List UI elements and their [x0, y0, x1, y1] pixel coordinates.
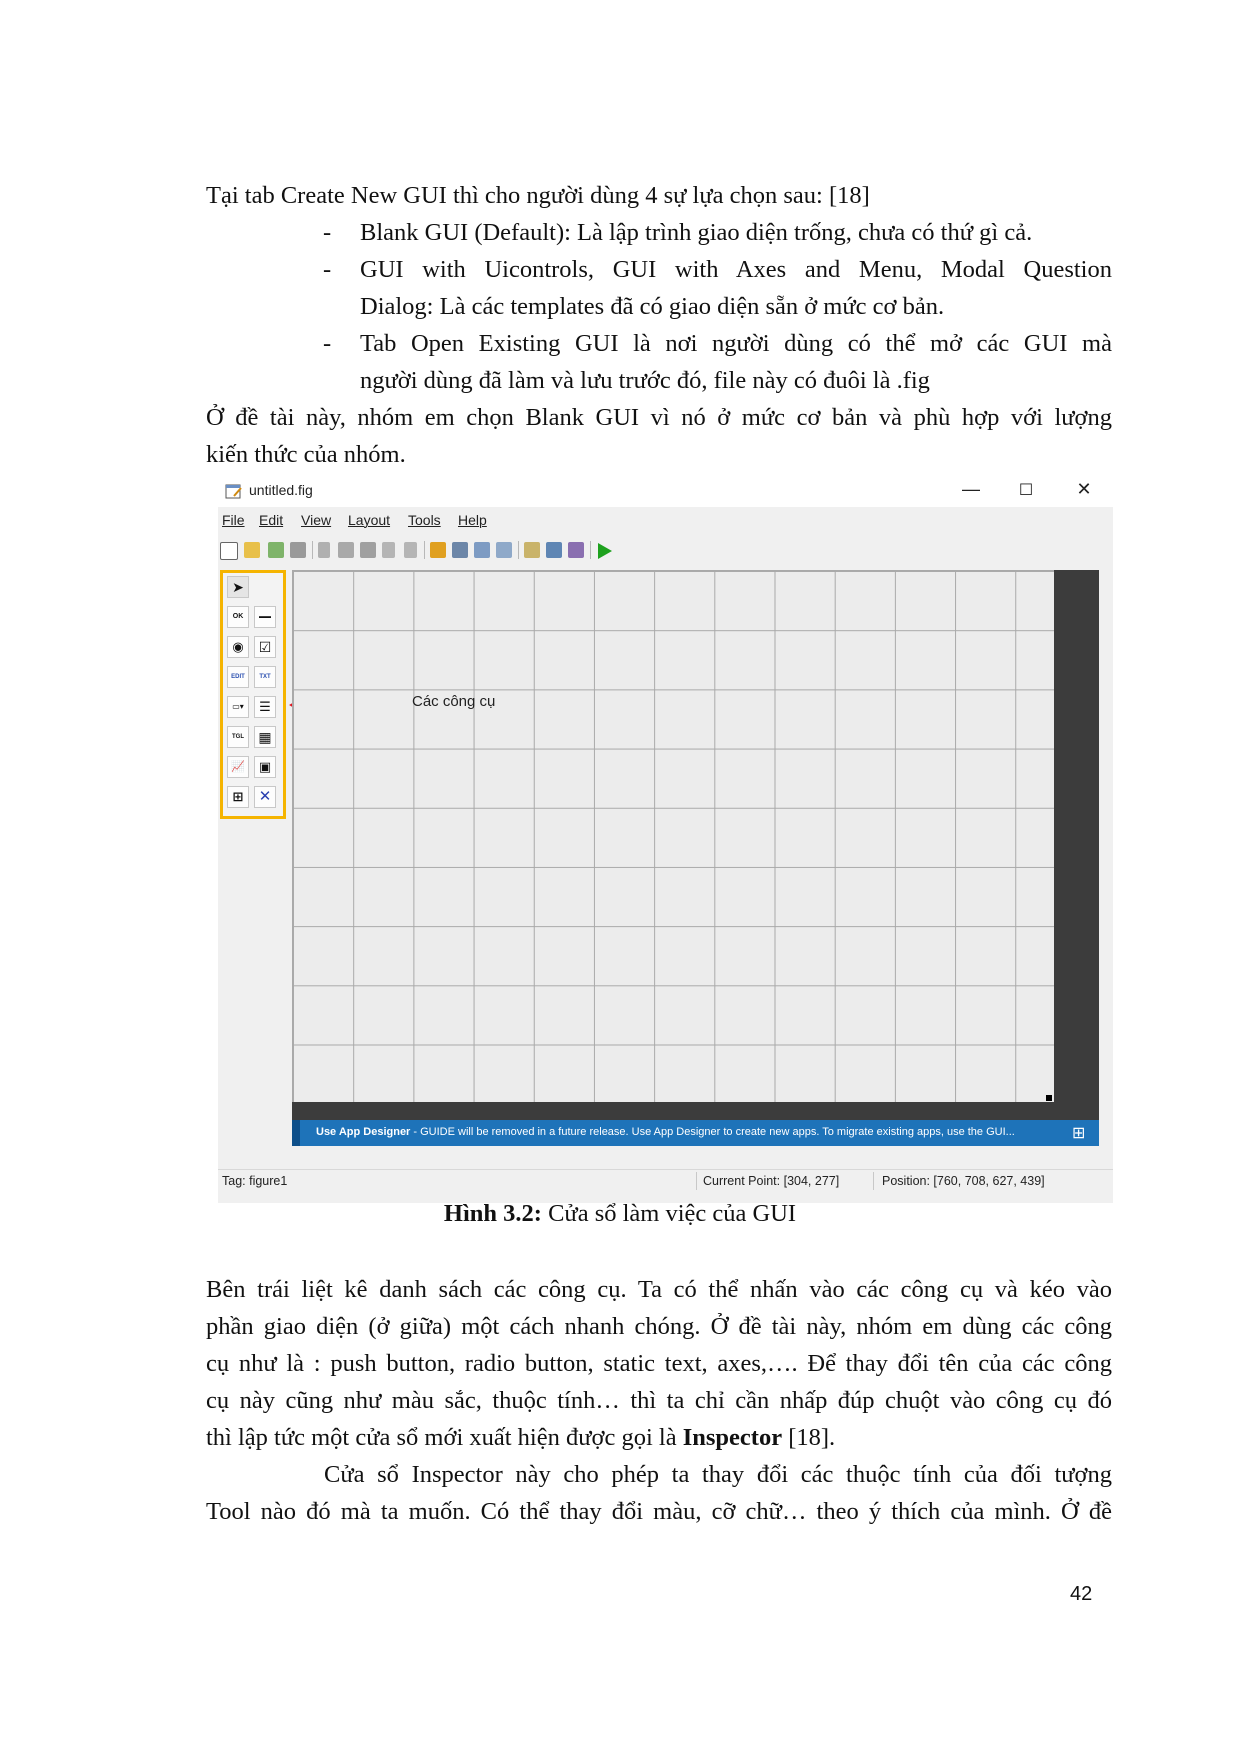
paragraph-2-line-5	[206, 1419, 835, 1456]
toolbar-editor-icon[interactable]	[496, 542, 512, 558]
minimize-button[interactable]: —	[962, 479, 980, 499]
push-button-tool-icon[interactable]: OK	[227, 606, 249, 628]
open-folder-icon[interactable]	[244, 542, 260, 558]
menu-layout[interactable]: Layout	[348, 512, 391, 528]
banner-message: - GUIDE will be removed in a future release. Use App Designer to create new apps. To migrate existing apps, use the GUI...	[410, 1126, 1015, 1138]
figure-border-right	[1054, 570, 1099, 1120]
intro-line: Tại tab Create New GUI thì cho người dùng 4 sự lựa chọn sau: [18]	[206, 182, 870, 209]
bullet-3-line-2: người dùng đã làm và lưu trước đó, file này có đuôi là .fig	[360, 367, 930, 394]
status-bar	[218, 1169, 1113, 1192]
bullet-dash: -	[323, 330, 332, 357]
paragraph-3-line-2: Tool nào đó mà ta muốn. Có thể thay đổi màu, cỡ chữ… theo ý thích của mình. Ở đề	[206, 1498, 1112, 1525]
button-group-tool-icon[interactable]: ⊞	[227, 786, 249, 808]
paragraph-2-text: thì lập tức một cửa sổ mới xuất hiện được gọi là	[206, 1424, 683, 1451]
paragraph-2-line-1: Bên trái liệt kê danh sách các công cụ. Ta có thể nhấn vào các công cụ và kéo vào	[206, 1276, 1112, 1303]
window-title: untitled.fig	[249, 482, 313, 498]
caption-label: Hình 3.2:	[443, 1200, 542, 1227]
menu-edit[interactable]: Edit	[259, 512, 284, 528]
activex-tool-icon[interactable]: ✕	[254, 786, 276, 808]
align-objects-icon[interactable]	[430, 542, 446, 558]
new-file-icon[interactable]	[220, 542, 238, 560]
edit-text-tool-icon[interactable]: EDIT	[227, 666, 249, 688]
popup-menu-tool-icon[interactable]: ▭▾	[227, 696, 249, 718]
inspector-term: Inspector	[682, 1424, 783, 1451]
listbox-tool-icon[interactable]: ☰	[254, 696, 276, 718]
close-button[interactable]: ✕	[1076, 479, 1092, 499]
property-inspector-icon[interactable]	[546, 542, 562, 558]
resize-handle[interactable]	[1046, 1095, 1052, 1101]
caption-text: Cửa sổ làm việc của GUI	[541, 1200, 797, 1227]
static-text-tool-icon[interactable]: TXT	[254, 666, 276, 688]
tab-order-editor-icon[interactable]	[474, 542, 490, 558]
panel-tool-icon[interactable]: ▣	[254, 756, 276, 778]
bullet-dash: -	[323, 256, 332, 283]
menu-view[interactable]: View	[301, 512, 332, 528]
status-position: Position: [760, 708, 627, 439]	[882, 1174, 1045, 1188]
paragraph-2-line-4: cụ này cũng như màu sắc, thuộc tính… thì ta chỉ cần nhấp đúp chuột vào công cụ đó	[206, 1387, 1112, 1414]
radio-button-tool-icon[interactable]: ◉	[227, 636, 249, 658]
maximize-button[interactable]: ☐	[1018, 482, 1034, 499]
paragraph-2-citation: [18].	[782, 1424, 836, 1451]
bullet-2-line-1: GUI with Uicontrols, GUI with Axes and Menu, Modal Question	[360, 256, 1112, 283]
paragraph-1-line-2: kiến thức của nhóm.	[206, 441, 406, 468]
figure-border-bottom	[292, 1102, 1099, 1120]
checkbox-tool-icon[interactable]: ☑	[254, 636, 276, 658]
paste-icon[interactable]	[360, 542, 376, 558]
expand-icon[interactable]: ⊞	[1072, 1125, 1086, 1142]
title-bar	[218, 475, 1113, 507]
undo-icon[interactable]	[382, 542, 395, 558]
edit-icon[interactable]	[268, 542, 284, 558]
component-palette	[220, 570, 286, 819]
menu-file[interactable]: File	[222, 512, 245, 528]
paragraph-3-line-1: Cửa sổ Inspector này cho phép ta thay đổi các thuộc tính của đối tượng	[324, 1461, 1112, 1488]
menu-tools[interactable]: Tools	[408, 512, 441, 528]
layout-area[interactable]	[292, 570, 1055, 1103]
bullet-dash: -	[323, 219, 332, 246]
status-current-point: Current Point: [304, 277]	[703, 1174, 840, 1188]
bullet-2-line-2: Dialog: Là các templates đã có giao diện sẵn ở mức cơ bản.	[360, 293, 945, 320]
figure-caption	[0, 1200, 1240, 1228]
bullet-3-line-1: Tab Open Existing GUI là nơi người dùng có thể mở các GUI mà	[360, 330, 1112, 357]
object-browser-icon[interactable]	[568, 542, 584, 558]
cut-icon[interactable]	[318, 542, 330, 558]
paragraph-1-line-1: Ở đề tài này, nhóm em chọn Blank GUI vì nó ở mức cơ bản và phù hợp với lượng	[206, 404, 1112, 431]
slider-tool-icon[interactable]: ▬▬	[254, 606, 276, 628]
bullet-1-line-1: Blank GUI (Default): Là lập trình giao diện trống, chưa có thứ gì cả.	[360, 219, 1033, 246]
page-number: 42	[1070, 1583, 1093, 1605]
app-designer-banner	[292, 1120, 1099, 1146]
menu-help[interactable]: Help	[458, 512, 487, 528]
status-tag: Tag: figure1	[222, 1174, 288, 1188]
table-tool-icon[interactable]: ▦	[254, 726, 276, 748]
toggle-button-tool-icon[interactable]: TGL	[227, 726, 249, 748]
run-icon[interactable]	[596, 542, 614, 560]
paragraph-2-line-2: phần giao diện (ở giữa) một cách nhanh chóng. Ở đề tài này, nhóm em dùng các công	[206, 1313, 1112, 1340]
redo-icon[interactable]	[404, 542, 417, 558]
fig-file-icon	[224, 482, 244, 500]
toolbar	[218, 536, 1113, 564]
menu-editor-icon[interactable]	[452, 542, 468, 558]
copy-icon[interactable]	[338, 542, 354, 558]
annotation-label: Các công cụ	[412, 693, 496, 710]
save-icon[interactable]	[290, 542, 306, 558]
guide-window	[218, 475, 1113, 1203]
axes-tool-icon[interactable]: 📈	[227, 756, 249, 778]
select-tool-icon[interactable]: ➤	[227, 576, 249, 598]
banner-title[interactable]: Use App Designer	[316, 1126, 411, 1138]
paragraph-2-line-3: cụ như là : push button, radio button, static text, axes,…. Để thay đổi tên của các công	[206, 1350, 1112, 1377]
editor-icon[interactable]	[524, 542, 540, 558]
